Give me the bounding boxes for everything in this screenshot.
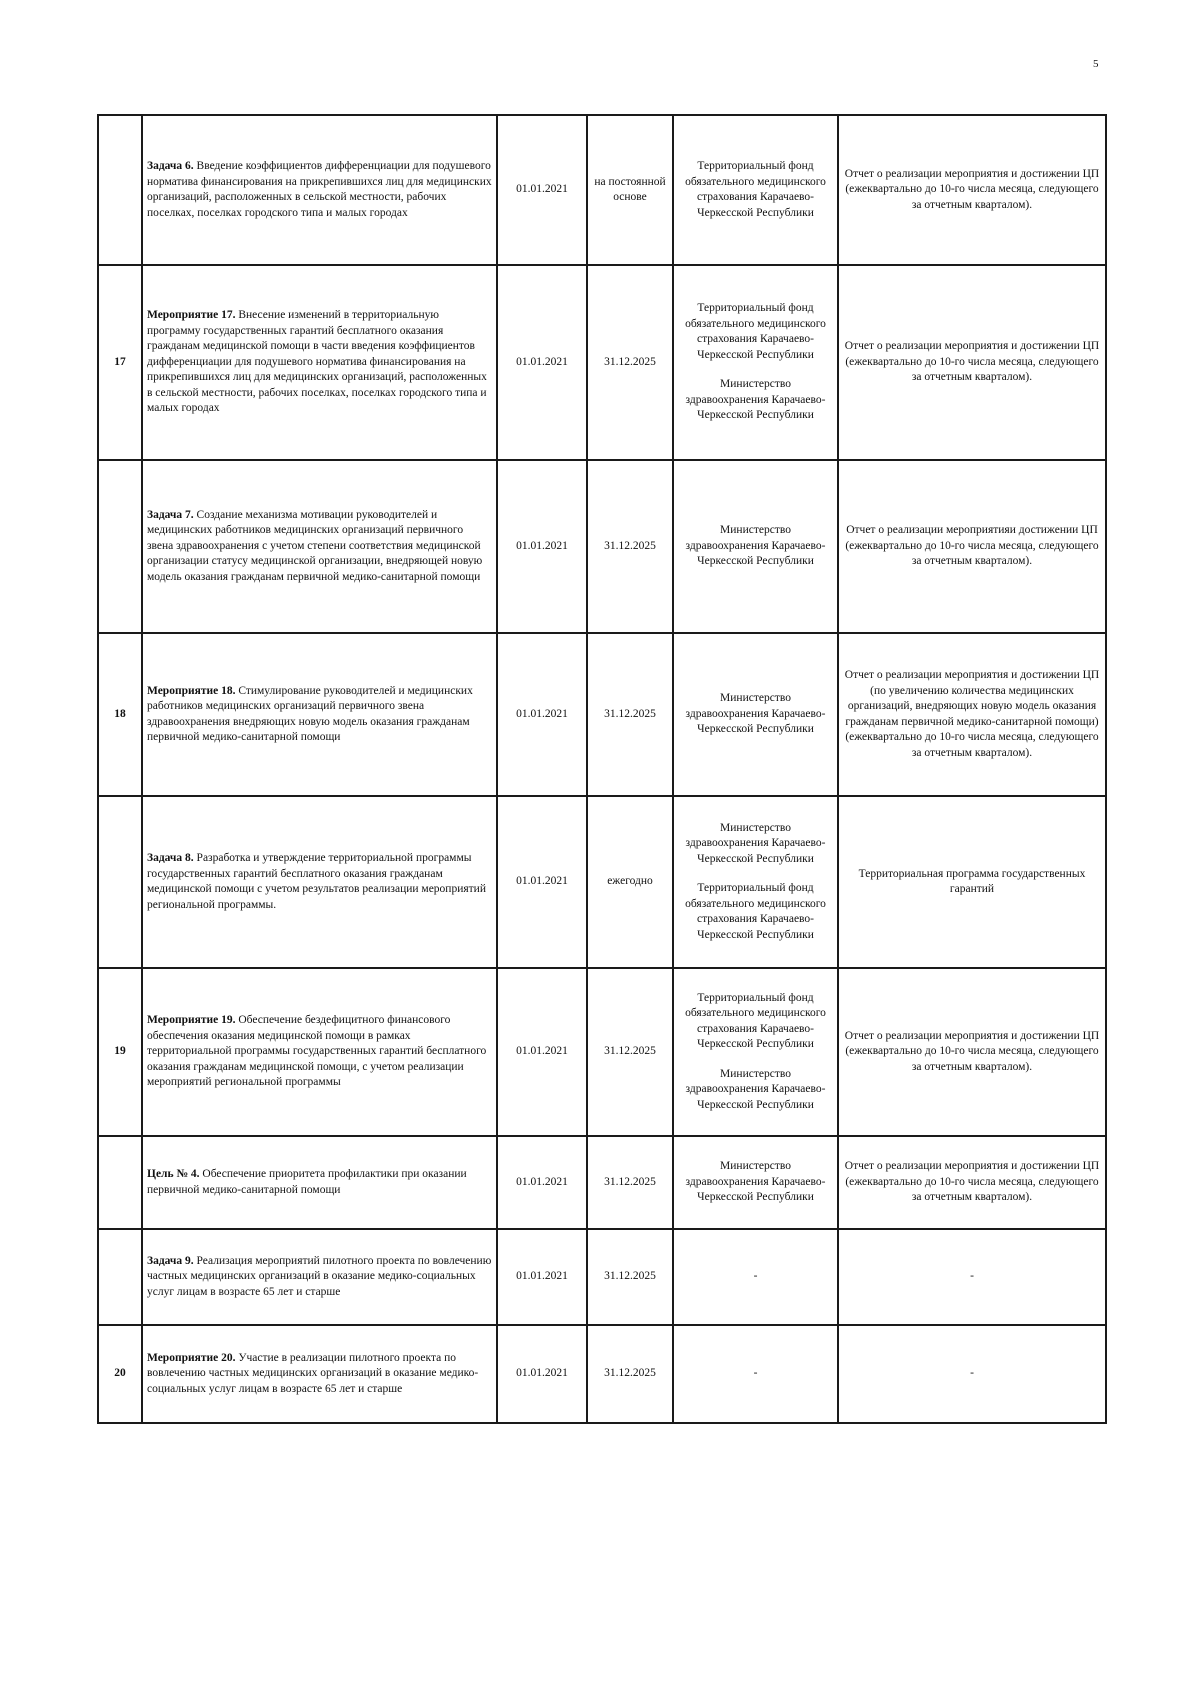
end-date-cell [587,633,673,796]
row-number: 18 [114,707,126,720]
table-row [98,1136,1106,1229]
responsible-cell [673,265,838,460]
end-date: 31.12.2025 [604,539,656,552]
start-date-cell [497,265,587,460]
row-number-cell [98,265,142,460]
responsible-organization: Территориальный фонд обязательного медицинского страхования Карачаево-Черкесской Республики [685,991,826,1051]
responsible-cell [673,968,838,1136]
row-number-cell [98,1229,142,1325]
table-row [98,460,1106,633]
description-cell [142,1136,497,1229]
start-date: 01.01.2021 [516,355,568,368]
start-date: 01.01.2021 [516,1045,568,1058]
item-keyword: Мероприятие 17. [147,309,236,322]
responsible-cell [673,1136,838,1229]
start-date-cell [497,1325,587,1423]
result-cell [838,1136,1106,1229]
table-body [98,115,1106,1423]
responsible-organization: Министерство здравоохранения Карачаево-Черкесской Республики [685,692,826,736]
expected-result: Территориальная программа государственных гарантий [858,867,1086,895]
description-cell [142,796,497,968]
page-number: 5 [1093,58,1099,70]
description-cell [142,633,497,796]
result-cell [838,1325,1106,1423]
start-date: 01.01.2021 [516,539,568,552]
end-date: 31.12.2025 [604,707,656,720]
result-cell [838,115,1106,265]
start-date-cell [497,1229,587,1325]
end-date-cell [587,460,673,633]
end-date: на постоянной основе [594,175,666,203]
result-cell [838,265,1106,460]
start-date-cell [497,796,587,968]
expected-result: Отчет о реализации мероприятия и достижении ЦП (по увеличению количества медицинских организаций, внедряющих новую модель оказания гражданам первичной медико-санитарной помощи) (ежеквартально до 10-го числа месяца, следующего за отчетным кварталом). [844,669,1100,759]
item-keyword: Мероприятие 19. [147,1014,236,1027]
table-row [98,265,1106,460]
responsible-cell [673,460,838,633]
end-date-cell [587,1136,673,1229]
responsible-organization: Министерство здравоохранения Карачаево-Черкесской Республики [685,378,826,422]
responsible-cell [673,796,838,968]
end-date: 31.12.2025 [604,1175,656,1188]
end-date: 31.12.2025 [604,355,656,368]
expected-result: - [970,1367,974,1380]
responsible-organization: Территориальный фонд обязательного медицинского страхования Карачаево-Черкесской Республики [685,882,826,941]
responsible-cell [673,1229,838,1325]
description-cell [142,968,497,1136]
description-cell [142,460,497,633]
description-cell [142,115,497,265]
responsible-cell [673,115,838,265]
end-date: 31.12.2025 [604,1367,656,1380]
end-date-cell [587,1229,673,1325]
row-number-cell [98,115,142,265]
table-row [98,1325,1106,1423]
responsible-organization: Министерство здравоохранения Карачаево-Черкесской Республики [685,821,826,865]
end-date-cell [587,115,673,265]
expected-result: Отчет о реализации мероприятия и достижении ЦП (ежеквартально до 10-го числа месяца, следующего за отчетным кварталом). [844,1160,1100,1204]
start-date-cell [497,460,587,633]
result-cell [838,1229,1106,1325]
start-date: 01.01.2021 [516,1270,568,1283]
start-date: 01.01.2021 [516,1175,568,1188]
row-number-cell [98,1325,142,1423]
item-description: Стимулирование руководителей и медицинских работников медицинских организаций первичного звена здравоохранения внедряющих новую модель оказания гражданам первичной медико-санитарной помощи [147,684,473,743]
expected-result: Отчет о реализации мероприятияи достижении ЦП (ежеквартально до 10-го числа месяца, следующего за отчетным кварталом). [845,524,1099,568]
end-date-cell [587,1325,673,1423]
start-date: 01.01.2021 [516,1367,568,1380]
responsible-cell [673,633,838,796]
result-cell [838,968,1106,1136]
row-number-cell [98,796,142,968]
row-number: 19 [114,1045,126,1058]
description-cell [142,265,497,460]
start-date: 01.01.2021 [516,707,568,720]
item-description: Разработка и утверждение территориальной программы государственных гарантий бесплатного оказания гражданам медицинской помощи с учетом результатов реализации мероприятий региональной программы. [147,852,486,911]
responsible-organization: - [753,1367,758,1380]
end-date-cell [587,265,673,460]
item-description: Реализация мероприятий пилотного проекта по вовлечению частных медицинских организаций в оказание медико-социальных услуг лицам в возрасте 65 лет и старше [147,1254,492,1298]
row-number-cell [98,460,142,633]
item-description: Внесение изменений в территориальную программу государственных гарантий бесплатного оказания гражданам медицинской помощи в части введения коэффициентов дифференциации для подушевого норматива финансирования на прикрепившихся лиц для медицинских организаций, расположенных в сельской местности, рабочих поселках, поселках городского типа и малых городах [147,309,487,415]
responsible-organization: - [753,1270,758,1283]
end-date-cell [587,968,673,1136]
end-date: 31.12.2025 [604,1270,656,1283]
item-keyword: Задача 8. [147,852,194,864]
responsible-organization: Территориальный фонд обязательного медицинского страхования Карачаево-Черкесской Республики [685,302,826,361]
description-cell [142,1325,497,1423]
start-date-cell [497,1136,587,1229]
start-date: 01.01.2021 [516,875,568,888]
item-keyword: Цель № 4. [147,1168,200,1180]
start-date: 01.01.2021 [516,183,568,196]
start-date-cell [497,968,587,1136]
expected-result: Отчет о реализации мероприятия и достижении ЦП (ежеквартально до 10-го числа месяца, следующего за отчетным кварталом). [844,1029,1100,1073]
program-activities-table [97,114,1107,1424]
result-cell [838,796,1106,968]
item-description: Участие в реализации пилотного проекта по вовлечению частных медицинских организаций в оказание медико-социальных услуг лицам в возрасте 65 лет и старше [147,1351,479,1395]
item-description: Обеспечение бездефицитного финансового обеспечения оказания медицинской помощи в рамках территориальной программы государственных гарантий бесплатного оказания гражданам медицинской помощи, с учетом реализации мероприятий региональной программы [147,1014,487,1089]
responsible-organization: Территориальный фонд обязательного медицинского страхования Карачаево-Черкесской Республики [685,160,826,219]
result-cell [838,460,1106,633]
item-keyword: Задача 7. [147,508,194,521]
end-date-cell [587,796,673,968]
expected-result: - [970,1270,974,1283]
table-row [98,796,1106,968]
item-keyword: Мероприятие 20. [147,1351,236,1364]
start-date-cell [497,115,587,265]
item-keyword: Задача 6. [147,160,194,172]
responsible-cell [673,1325,838,1423]
expected-result: Отчет о реализации мероприятия и достижении ЦП (ежеквартально до 10-го числа месяца, следующего за отчетным кварталом). [844,167,1100,211]
row-number: 17 [114,355,126,368]
item-keyword: Задача 9. [147,1254,194,1267]
row-number-cell [98,968,142,1136]
table-row [98,968,1106,1136]
start-date-cell [497,633,587,796]
table-row [98,633,1106,796]
table-row [98,1229,1106,1325]
item-description: Создание механизма мотивации руководителей и медицинских работников медицинских организаций первичного звена здравоохранения с учетом степени соответствия медицинской организации статусу медицинской организации, внедряющей новую модель оказания гражданам первичной медико-санитарной помощи [147,508,483,583]
end-date: ежегодно [607,875,653,888]
responsible-organization: Министерство здравоохранения Карачаево-Черкесской Республики [685,1067,826,1111]
row-number: 20 [114,1367,126,1380]
table-row [98,115,1106,265]
expected-result: Отчет о реализации мероприятия и достижении ЦП (ежеквартально до 10-го числа месяца, следующего за отчетным кварталом). [844,340,1100,384]
item-description: Обеспечение приоритета профилактики при оказании первичной медико-санитарной помощи [147,1168,467,1196]
end-date: 31.12.2025 [604,1045,656,1058]
item-description: Введение коэффициентов дифференциации для подушевого норматива финансирования на прикрепившихся лиц для медицинских организаций, расположенных в сельской местности, рабочих поселках, поселках городского типа и малых городах [147,160,492,219]
description-cell [142,1229,497,1325]
responsible-organization: Министерство здравоохранения Карачаево-Черкесской Республики [685,524,826,568]
responsible-organization: Министерство здравоохранения Карачаево-Черкесской Республики [685,1160,826,1204]
row-number-cell [98,1136,142,1229]
result-cell [838,633,1106,796]
row-number-cell [98,633,142,796]
item-keyword: Мероприятие 18. [147,684,236,697]
